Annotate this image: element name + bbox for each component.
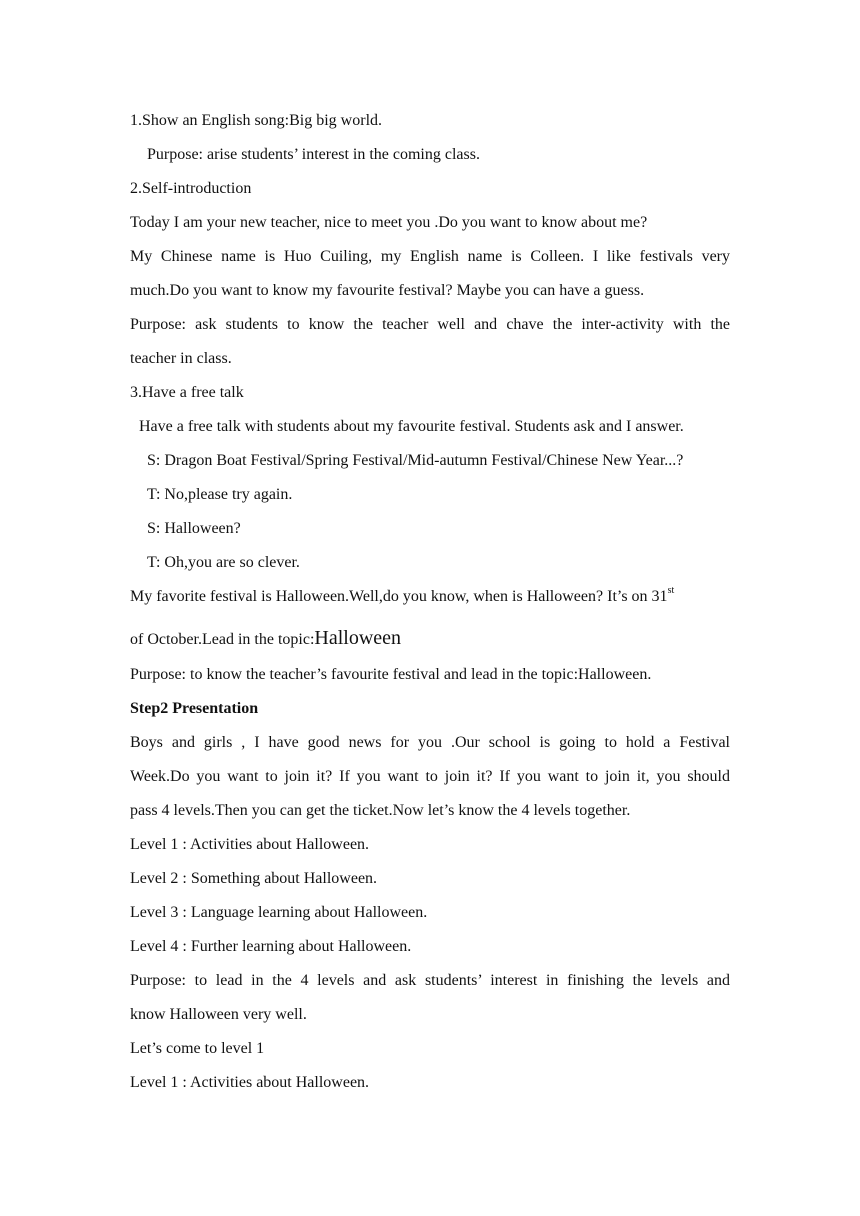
dialogue-teacher-1: T: No,please try again. [147,486,293,503]
favorite-festival-text: My favorite festival is Halloween.Well,do you know, when is Halloween? It’s on 31 [130,588,668,605]
lead-in-text: of October.Lead in the topic: [130,631,315,648]
free-talk-description: Have a free talk with students about my favourite festival. Students ask and I answer. [139,418,684,435]
intro-paragraph-line-2: My Chinese name is Huo Cuiling, my English name is Colleen. I like festivals very [130,248,730,265]
presentation-paragraph-line-2: Week.Do you want to join it? If you want to join it? If you want to join it, you should [130,768,730,785]
step-3-free-talk: 3.Have a free talk [130,384,244,401]
dialogue-teacher-2: T: Oh,you are so clever. [147,554,300,571]
purpose-levels-line-1: Purpose: to lead in the 4 levels and ask students’ interest in finishing the levels and [130,972,730,989]
step-2-self-introduction: 2.Self-introduction [130,180,252,197]
topic-halloween: Halloween [314,627,402,649]
dialogue-student-2: S: Halloween? [147,520,241,537]
intro-paragraph-line-1: Today I am your new teacher, nice to meet you .Do you want to know about me? [130,214,648,231]
purpose-song: Purpose: arise students’ interest in the coming class. [147,146,480,163]
presentation-paragraph-line-1: Boys and girls , I have good news for you .Our school is going to hold a Festival [130,734,730,751]
lead-in-topic-line [130,614,730,658]
level-3-item: Level 3 : Language learning about Halloween. [130,904,428,921]
purpose-intro-line-2: teacher in class. [130,350,232,367]
purpose-levels-line-2: know Halloween very well. [130,1006,307,1023]
step-1-song: 1.Show an English song:Big big world. [130,112,383,129]
come-to-level-1: Let’s come to level 1 [130,1040,265,1057]
level-1-item: Level 1 : Activities about Halloween. [130,836,370,853]
level-2-item: Level 2 : Something about Halloween. [130,870,378,887]
purpose-intro-line-1: Purpose: ask students to know the teacher well and chave the inter-activity with the [130,316,730,333]
dialogue-student-1: S: Dragon Boat Festival/Spring Festival/Mid-autumn Festival/Chinese New Year...? [147,452,684,469]
level-1-heading: Level 1 : Activities about Halloween. [130,1074,370,1091]
level-4-item: Level 4 : Further learning about Halloween. [130,938,412,955]
favorite-festival-line [130,580,730,614]
document-body [130,104,730,1100]
purpose-free-talk: Purpose: to know the teacher’s favourite festival and lead in the topic:Halloween. [130,666,652,683]
intro-paragraph-line-3: much.Do you want to know my favourite festival? Maybe you can have a guess. [130,282,645,299]
presentation-paragraph-line-3: pass 4 levels.Then you can get the ticket.Now let’s know the 4 levels together. [130,802,631,819]
ordinal-suffix: st [667,585,675,596]
section-heading-presentation: Step2 Presentation [130,700,259,717]
